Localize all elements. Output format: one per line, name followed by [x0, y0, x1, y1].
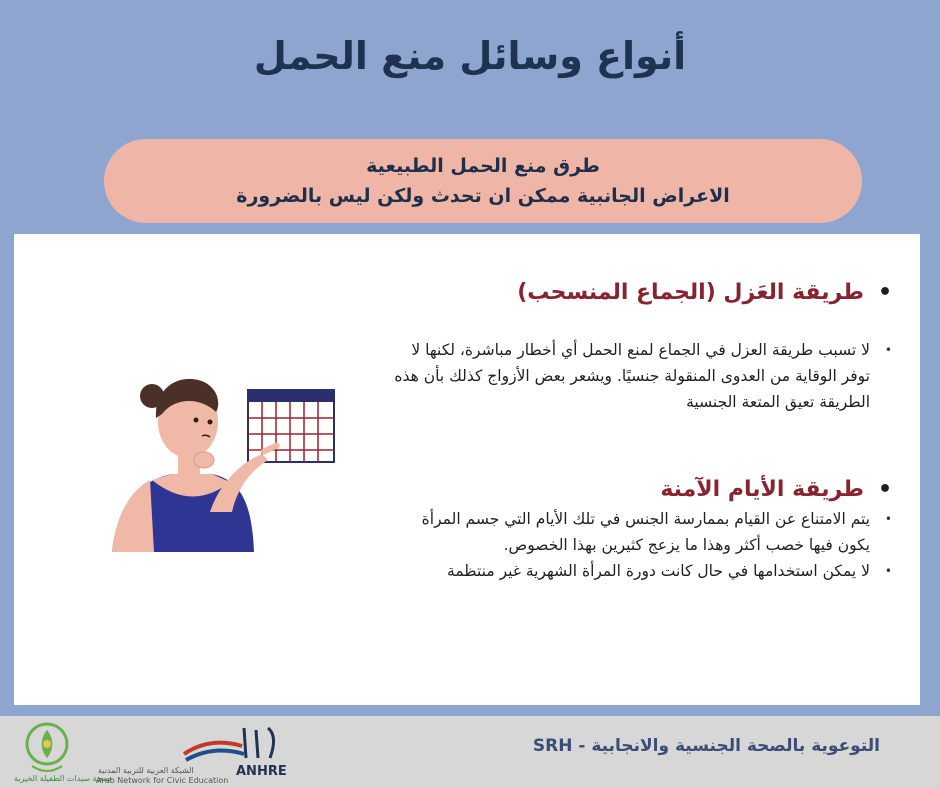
section-heading-withdrawal — [517, 280, 892, 305]
bullet-dot: • — [877, 280, 892, 305]
footer — [0, 716, 940, 788]
bullet-dot: • — [884, 343, 892, 357]
list-item-text: لا تسبب طريقة العزل في الجماع لمنع الحمل أي أخطار مباشرة، لكنها لا توفر الوقاية من العدوى المنقولة جنسيًا. ويشعر بعض الأزواج كذلك بأن هذه الطريقة تعيق المتعة الجنسية — [394, 341, 870, 411]
section-heading-text: طريقة الأيام الآمنة — [660, 477, 864, 502]
footer-caption: التوعوية بالصحة الجنسية والانجابية - SRH — [532, 736, 880, 756]
banner-line-1: طرق منع الحمل الطبيعية — [366, 155, 600, 177]
page-title: أنواع وسائل منع الحمل — [253, 34, 687, 78]
woman-calendar-illustration — [92, 362, 352, 572]
anhre-logo-mark: ANHRE — [236, 764, 287, 779]
banner — [104, 139, 862, 223]
list-item — [387, 506, 892, 558]
charity-logo-caption: جمعية سيدات الطفيلة الخيرية — [14, 774, 113, 783]
list-item-text: لا يمكن استخدامها في حال كانت دورة المرأة الشهرية غير منتظمة — [447, 562, 870, 580]
list-item — [387, 337, 892, 415]
anhre-logo-arabic: الشبكة العربية للتربية المدنية — [98, 766, 194, 775]
calendar-icon — [248, 390, 334, 462]
bullet-dot: • — [877, 477, 892, 502]
banner-line-2: الاعراض الجانبية ممكن ان تحدث ولكن ليس بالضرورة — [236, 185, 730, 207]
anhre-logo-english: Arab Network for Civic Education — [96, 776, 229, 785]
section-body-withdrawal — [387, 337, 892, 415]
list-item-text: يتم الامتناع عن القيام بممارسة الجنس في تلك الأيام التي جسم المرأة يكون فيها خصب أكثر وهذا ما يزعج كثيرين بهذا الخصوص. — [421, 510, 870, 554]
charity-logo-icon — [20, 720, 74, 780]
section-heading-safe-days — [660, 477, 892, 502]
bullet-dot: • — [884, 564, 892, 578]
bullet-dot: • — [884, 512, 892, 526]
list-item — [387, 558, 892, 584]
section-body-safe-days — [387, 506, 892, 584]
section-heading-text: طريقة العَزل (الجماع المنسحب) — [517, 280, 864, 305]
anhre-logo-icon — [182, 724, 282, 768]
